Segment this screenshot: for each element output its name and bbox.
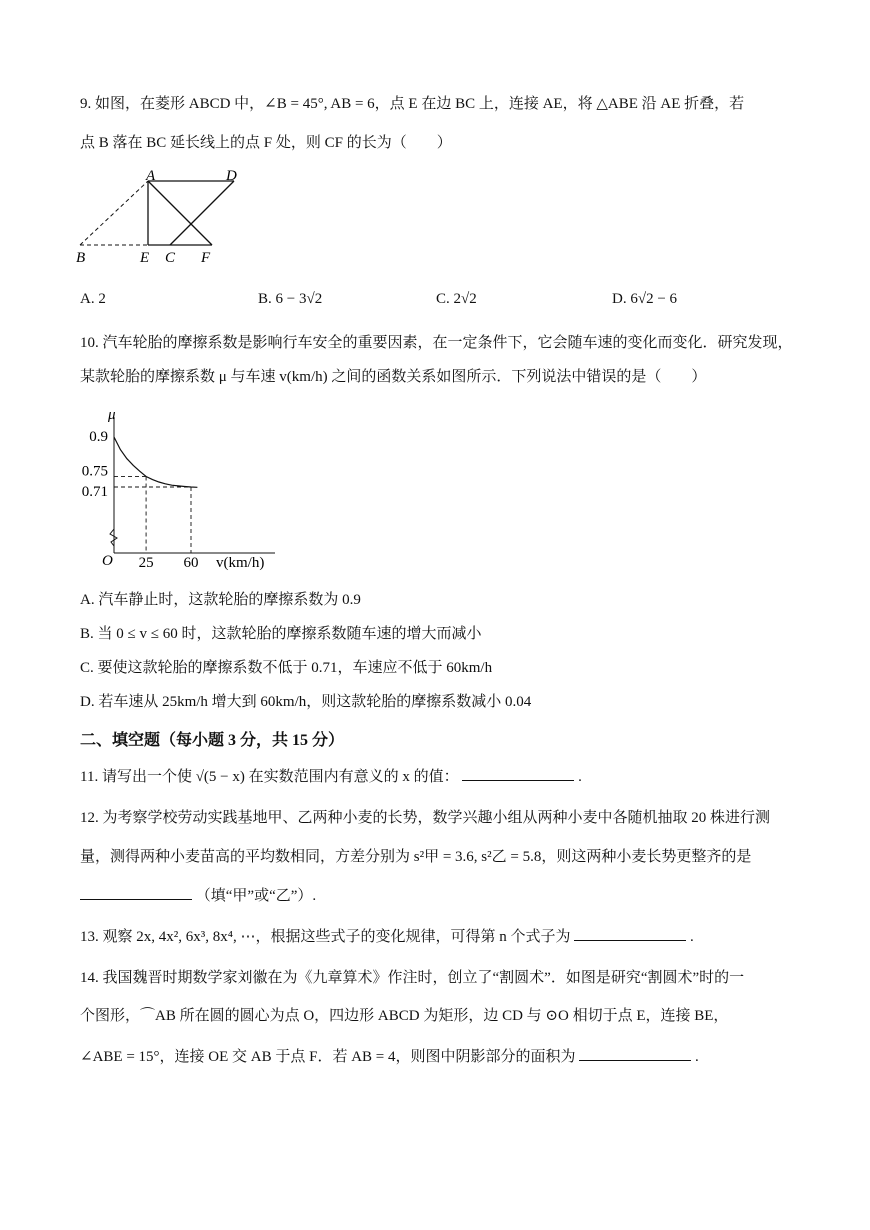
q14-stem-line3	[80, 1046, 699, 1067]
q14-stem-line1: 14. 我国魏晋时期数学家刘徽在为《九章算术》作注时，创立了“割圆术”．如图是研究“割圆术”时的一	[80, 970, 745, 986]
q9-stem-line2: 点 B 落在 BC 延长线上的点 F 处，则 CF 的长为（ ）	[80, 135, 452, 151]
q10-stem-line1: 10. 汽车轮胎的摩擦系数是影响行车安全的重要因素，在一定条件下，它会随车速的变化而变化．研究发现，	[80, 335, 793, 351]
x-tick-label: 25	[138, 555, 154, 571]
section-heading: 二、填空题（每小题 3 分，共 15 分）	[80, 732, 345, 749]
y-tick-label: 0.71	[81, 484, 108, 500]
q9-option-b: B. 6 − 3√2	[258, 291, 323, 307]
q12-answer-blank[interactable]	[80, 885, 192, 900]
q9-option-c: C. 2√2	[436, 291, 477, 307]
q11-prefix: 11. 请写出一个使 √(5 − x) 在实数范围内有意义的 x 的值：	[80, 769, 459, 785]
label-E: E	[140, 250, 150, 266]
label-F: F	[201, 250, 211, 266]
q14-suffix: .	[695, 1049, 699, 1065]
mu-curve	[114, 437, 197, 487]
label-C: C	[165, 250, 176, 266]
y-axis-label: μ	[108, 407, 116, 423]
q14-answer-blank[interactable]	[579, 1046, 691, 1061]
label-B: B	[76, 250, 86, 266]
x-tick-label: 60	[183, 555, 199, 571]
q13-prefix: 13. 观察 2x, 4x², 6x³, 8x⁴, ⋯，根据这些式子的变化规律，可得第 n 个式子为	[80, 929, 571, 945]
q9-figure-rhombus	[70, 165, 250, 267]
label-A: A	[146, 168, 156, 184]
q10-friction-chart	[70, 405, 290, 575]
q9-stem-line1: 9. 如图，在菱形 ABCD 中，∠B = 45°, AB = 6，点 E 在边 BC 上，连接 AE，将 △ABE 沿 AE 折叠，若	[80, 96, 745, 112]
q14-prefix: ∠ABE = 15°，连接 OE 交 AB 于点 F．若 AB = 4，则图中阴影部分的面积为	[80, 1049, 576, 1065]
q9-option-a: A. 2	[80, 291, 106, 307]
segment-AB-dashed	[80, 181, 148, 245]
q10-stem-line2: 某款轮胎的摩擦系数 μ 与车速 v(km/h) 之间的函数关系如图所示．下列说法中错误的是（ ）	[80, 369, 707, 385]
q11-stem	[80, 766, 582, 787]
q10-option-a: A. 汽车静止时，这款轮胎的摩擦系数为 0.9	[80, 592, 361, 608]
q10-option-c: C. 要使这款轮胎的摩擦系数不低于 0.71，车速应不低于 60km/h	[80, 660, 493, 676]
q12-hint: （填“甲”或“乙”）.	[195, 888, 317, 904]
y-tick-label: 0.9	[89, 429, 108, 445]
origin-label: O	[102, 553, 113, 569]
q13-suffix: .	[689, 929, 694, 945]
q11-answer-blank[interactable]	[462, 766, 574, 781]
q10-option-b: B. 当 0 ≤ v ≤ 60 时，这款轮胎的摩擦系数随车速的增大而减小	[80, 626, 482, 642]
q11-suffix: .	[578, 769, 582, 785]
q13-answer-blank[interactable]	[574, 926, 686, 941]
q14-stem-line2: 个图形，⌒AB 所在圆的圆心为点 O，四边形 ABCD 为矩形，边 CD 与 ⊙O 相切于点 E，连接 BE，	[80, 1008, 729, 1024]
y-tick-label: 0.75	[81, 463, 108, 480]
q12-stem-line2: 量，测得两种小麦苗高的平均数相同，方差分别为 s²甲 = 3.6, s²乙 = 5.8，则这两种小麦长势更整齐的是	[80, 849, 752, 865]
q12-stem-line1: 12. 为考察学校劳动实践基地甲、乙两种小麦的长势，数学兴趣小组从两种小麦中各随机抽取 20 株进行测	[80, 810, 771, 826]
q13-stem	[80, 926, 694, 947]
q10-option-d: D. 若车速从 25km/h 增大到 60km/h，则这款轮胎的摩擦系数减小 0.04	[80, 694, 532, 710]
q9-option-d: D. 6√2 − 6	[612, 291, 678, 307]
label-D: D	[226, 168, 237, 184]
q12-stem-line3	[80, 885, 316, 906]
x-axis-label: v(km/h)	[216, 555, 265, 571]
